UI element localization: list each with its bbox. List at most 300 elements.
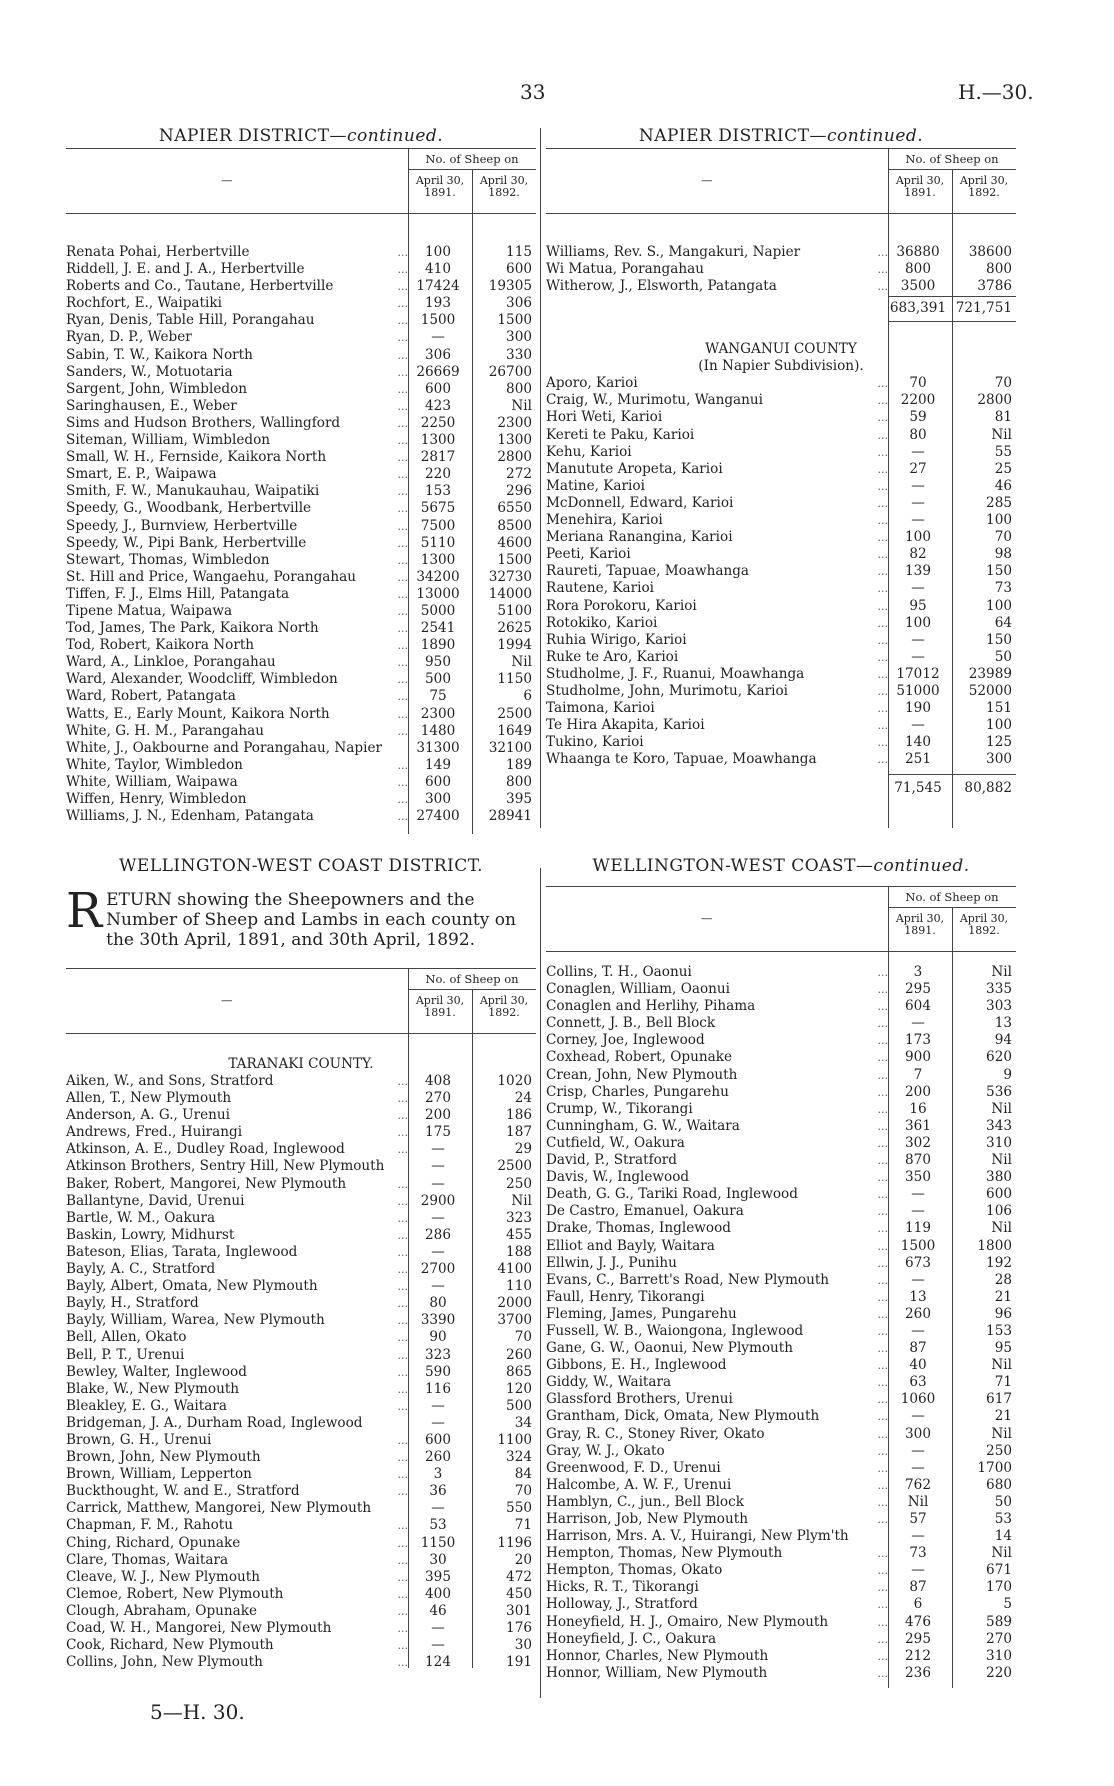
owner-name: Conaglen, William, Oaonui [546,981,730,998]
sheep-1892: 150 [986,563,1012,580]
sheep-1892: 2625 [497,620,532,637]
sheep-1892: 98 [994,546,1012,563]
sheep-1892: 343 [986,1117,1012,1134]
header-year-1891: April 30, 1891. [895,174,945,199]
leader-dots: ... [877,394,888,408]
sheep-1891: 70 [909,375,927,392]
owner-name: Speedy, W., Pipi Bank, Herbertville [66,534,307,551]
sheep-1891: 100 [905,614,931,631]
owner-name: Crump, W., Tikorangi [546,1100,693,1117]
leader-dots: ... [397,331,408,345]
leader-dots: ... [397,314,408,328]
table-row [546,1323,1016,1340]
table-row [546,375,1016,392]
leader-dots: ... [877,633,888,647]
sheep-1892: 310 [986,1134,1012,1151]
sheep-1892: 73 [994,580,1012,597]
table-row [66,1603,536,1620]
sheep-1891: 323 [425,1346,451,1363]
sheep-1891: — [911,1203,925,1220]
leader-dots: ... [397,1622,408,1635]
sheep-1892: 21 [994,1408,1012,1425]
owner-name: Te Hira Akapita, Karioi [546,717,705,734]
sheep-1892: 1500 [497,551,532,568]
owner-name: Hamblyn, C., jun., Bell Block [546,1493,744,1510]
sheep-1892: 3700 [497,1312,532,1329]
leader-dots: ... [877,1632,888,1646]
sheep-1892: 32100 [488,739,532,756]
owner-name: White, Taylor, Wimbledon [66,756,243,773]
table-header [66,968,536,1034]
owner-name: Allen, T., New Plymouth [66,1090,232,1107]
section-title: WELLINGTON-WEST COAST—continued. [592,856,970,876]
table-row [66,603,536,620]
table-row [66,1517,536,1534]
header-year-1892: April 30, 1892. [479,994,529,1019]
sheep-1892: 671 [986,1562,1012,1579]
sheep-1892: 71 [514,1517,532,1534]
sheep-1891: 870 [905,1152,931,1169]
sheep-1891: 762 [905,1476,931,1493]
table-row [546,964,1016,981]
leader-dots: ... [877,667,888,681]
sheep-1892: 21 [994,1288,1012,1305]
owner-name: Grantham, Dick, Omata, New Plymouth [546,1408,820,1425]
leader-dots: ... [397,1570,408,1584]
owner-name: White, J., Oakbourne and Porangahau, Napier [66,739,383,756]
sheep-1892: 285 [986,494,1012,511]
owner-name: Giddy, W., Waitara [546,1374,672,1391]
sheep-1892: 191 [506,1654,532,1671]
leader-dots: ... [877,1478,888,1492]
leader-dots: ... [877,1598,888,1612]
leader-dots: ... [877,650,888,664]
sheep-1891: 36 [429,1483,447,1500]
sheep-1892: 300 [506,329,532,346]
leader-dots: ... [397,622,408,636]
sheep-1891: 673 [905,1254,931,1271]
napier-left-section [66,126,536,825]
sheep-1892: 536 [986,1083,1012,1100]
leader-dots: ... [877,1495,888,1509]
sheep-1892: 125 [986,734,1012,751]
owner-name: Gibbons, E. H., Inglewood [546,1357,727,1374]
owner-name: Ellwin, J. J., Punihu [546,1254,677,1271]
leader-dots: ... [397,246,408,259]
owner-name: Rochfort, E., Waipatiki [66,295,222,312]
wellington-left-section [66,856,536,1671]
leader-dots: ... [397,1604,408,1618]
sheep-1892: Nil [991,1545,1012,1562]
table-row [66,1637,536,1654]
sheep-1891: 2300 [420,705,456,722]
owner-name: Honeyfield, H. J., Omairo, New Plymouth [546,1613,829,1630]
owner-name: Death, G. G., Tariki Road, Inglewood [546,1186,798,1203]
sheep-1891: 36880 [896,244,940,260]
leader-dots: ... [877,1256,888,1270]
leader-dots: ... [877,1085,888,1099]
table-row [66,1364,536,1381]
table-row [546,1169,1016,1186]
sheep-1891: 51000 [896,682,940,699]
sheep-1892: 1800 [977,1237,1012,1254]
sheep-1891: 13 [909,1288,927,1305]
sheep-1891: 116 [425,1380,451,1397]
sheep-1891: 149 [425,756,451,773]
sheep-1891: 17012 [896,665,940,682]
sheep-1891: — [911,717,925,734]
leader-dots: ... [397,1365,408,1379]
owner-name: Ruke te Aro, Karioi [546,648,679,665]
owner-name: Bayly, A. C., Stratford [66,1261,216,1278]
leader-dots: ... [397,1297,408,1311]
sheep-1892: 19305 [488,278,532,295]
sheep-1891: 175 [425,1124,451,1141]
owner-name: Andrews, Fred., Huirangi [66,1124,243,1141]
header-group-label: No. of Sheep on [425,152,519,166]
county-subheading: (In Napier Subdivision). [698,358,864,375]
leader-dots: ... [877,1205,888,1219]
owner-name: Sabin, T. W., Kaikora North [66,346,253,363]
leader-dots: ... [397,1639,408,1653]
sheep-1892: 14 [994,1528,1012,1545]
table-row [66,740,536,757]
sheep-1891: — [431,1620,445,1636]
table-row [66,1210,536,1227]
table-row [66,552,536,569]
table-row [66,364,536,381]
sheep-1891: 212 [905,1647,931,1664]
sheep-1892: 71 [994,1374,1012,1391]
leader-dots: ... [397,536,408,550]
table-row [66,1586,536,1603]
owner-name: Bayly, William, Warea, New Plymouth [66,1312,325,1329]
table-row [546,409,1016,426]
table-row [546,1220,1016,1237]
sheep-1891: 1890 [420,637,456,654]
leader-dots: ... [877,1461,888,1475]
sheep-1892: 2000 [497,1295,532,1312]
leader-dots: ... [877,1615,888,1629]
table-row [546,1443,1016,1460]
owner-name: Bell, Allen, Okato [66,1329,187,1346]
sheep-1892: 1100 [497,1431,532,1448]
leader-dots: ... [877,1324,888,1338]
owner-name: Ballantyne, David, Urenui [66,1192,245,1209]
sheep-1891: 193 [425,295,451,312]
header-year-1892: April 30, 1892. [959,912,1009,937]
table-row [546,1032,1016,1049]
owner-name: Hempton, Thomas, New Plymouth [546,1545,783,1562]
sheep-1891: — [431,1500,445,1517]
table-row [66,1227,536,1244]
owner-name: Cunningham, G. W., Waitara [546,1117,740,1134]
table-row [546,717,1016,734]
wellington-right-rows [546,964,1016,1682]
sheep-1892: 20 [514,1551,532,1568]
leader-dots: ... [397,810,408,824]
sheep-1891: 395 [425,1568,451,1585]
sheep-1892: 310 [986,1647,1012,1664]
leader-dots: ... [397,639,408,653]
sheep-1891: 46 [429,1602,447,1619]
leader-dots: ... [877,1290,888,1304]
leader-dots: ... [397,365,408,379]
sheep-1891: — [431,1158,445,1175]
sheep-1891: 26669 [416,363,460,380]
sheep-1892: 186 [506,1107,532,1124]
table-row [546,1186,1016,1203]
owner-name: Saringhausen, E., Weber [66,397,237,414]
owner-name: Ward, Alexander, Woodcliff, Wimbledon [66,671,338,688]
sheep-1891: 87 [909,1340,927,1357]
sheep-1892: Nil [991,964,1012,980]
table-row [66,637,536,654]
sheep-1891: 410 [425,261,451,278]
sheep-1891: 1060 [900,1391,936,1408]
sheep-1891: 260 [425,1449,451,1466]
sheep-1891: 5110 [420,534,456,551]
sheep-1892: 96 [994,1305,1012,1322]
owner-name: Anderson, A. G., Urenui [66,1107,231,1124]
owner-name: Baskin, Lowry, Midhurst [66,1226,235,1243]
leader-dots: ... [877,445,888,459]
table-row [546,1545,1016,1562]
header-year-1891: April 30, 1891. [895,912,945,937]
table-row [546,278,1016,295]
table-row [546,598,1016,615]
sheep-1891: 5675 [420,500,456,517]
leader-dots: ... [877,411,888,425]
leader-dots: ... [877,462,888,476]
owner-name: Sims and Hudson Brothers, Wallingford [66,414,341,431]
sheep-1892: 70 [994,375,1012,392]
table-row [546,683,1016,700]
sheep-1891: 190 [905,700,931,717]
sheep-1891: 251 [905,751,931,768]
owner-name: Hori Weti, Karioi [546,409,663,426]
sheep-1892: 2500 [497,1158,532,1175]
table-row [546,649,1016,666]
sheep-1892: 455 [506,1226,532,1243]
sheep-1892: 800 [506,773,532,790]
owner-name: Rautene, Karioi [546,580,654,597]
leader-dots: ... [877,496,888,510]
sheep-1891: 59 [909,409,927,426]
sheep-1891: 590 [425,1363,451,1380]
sheep-1892: 30 [514,1637,532,1654]
sheep-1892: 24 [514,1090,532,1107]
sheep-1892: 3786 [977,278,1012,295]
sheep-1892: 70 [994,529,1012,546]
owner-name: Glassford Brothers, Urenui [546,1391,733,1408]
owner-name: Aporo, Karioi [546,375,638,392]
table-row [546,666,1016,683]
sheep-1891: 300 [905,1425,931,1442]
leader-dots: ... [877,983,888,997]
napier-right-section [546,126,1016,804]
sheep-1891: 600 [425,380,451,397]
table-row [546,244,1016,261]
table-row [66,1654,536,1671]
owner-name: Siteman, William, Wimbledon [66,432,271,449]
leader-dots: ... [397,793,408,806]
sheep-1892: 115 [506,244,532,260]
header-dash: — [221,993,233,1007]
owner-name: Clough, Abraham, Opunake [66,1602,258,1619]
sheep-1891: 87 [909,1579,927,1596]
table-row [66,1569,536,1586]
sheep-1892: 324 [506,1449,532,1466]
sheep-1891: 82 [909,546,927,563]
leader-dots: ... [877,1273,888,1287]
table-row [546,1135,1016,1152]
sheep-1892: 1500 [497,312,532,329]
owner-name: Cutfield, W., Oakura [546,1134,685,1151]
leader-dots: ... [397,1451,408,1465]
sheep-1891: 950 [425,654,451,671]
table-row [66,774,536,791]
sheep-1891: 1500 [420,312,456,329]
table-row [66,671,536,688]
sheep-1892: 13 [994,1015,1012,1032]
leader-dots: ... [397,707,408,721]
section-title: NAPIER DISTRICT—continued. [638,126,924,146]
sheep-1891: 2541 [420,620,456,637]
table-row [66,723,536,740]
owner-name: Honeyfield, J. C., Oakura [546,1630,717,1647]
sheep-1892: 192 [986,1254,1012,1271]
leader-dots: ... [877,1154,888,1168]
sheep-1891: 75 [429,688,447,705]
owner-name: Kereti te Paku, Karioi [546,426,695,443]
owner-name: Bayly, H., Stratford [66,1295,199,1312]
leader-dots: ... [877,1564,888,1578]
leader-dots: ... [877,684,888,698]
owner-name: Bridgeman, J. A., Durham Road, Inglewood [66,1414,363,1431]
sheep-1891: 236 [905,1664,931,1681]
leader-dots: ... [397,553,408,567]
sheep-1891: 1300 [420,432,456,449]
leader-dots: ... [397,297,408,311]
owner-name: Roberts and Co., Tautane, Herbertville [66,278,334,295]
leader-dots: ... [397,1519,408,1533]
sheep-1892: Nil [511,1192,532,1209]
table-row [66,1381,536,1398]
table-row [66,1483,536,1500]
sheep-1891: 295 [905,981,931,998]
sheep-1892: 120 [506,1380,532,1397]
wanganui-total-1892: 80,882 [964,780,1012,797]
sheep-1892: 188 [506,1243,532,1260]
sheep-1891: — [911,580,925,597]
leader-dots: ... [397,1177,408,1191]
sheep-1891: 7500 [420,517,456,534]
sheep-1891: 80 [909,426,927,443]
owner-name: Fleming, James, Pungarehu [546,1305,737,1322]
sheep-1891: 2900 [420,1192,456,1209]
napier-total-1891: 683,391 [889,300,947,317]
leader-dots: ... [877,1239,888,1253]
owner-name: Williams, J. N., Edenham, Patangata [66,808,314,825]
leader-dots: ... [397,1263,408,1277]
sheep-1892: 64 [994,614,1012,631]
table-row [66,1552,536,1569]
owner-name: Brown, G. H., Urenui [66,1431,212,1448]
leader-dots: ... [397,1656,408,1670]
table-row [546,1528,1016,1545]
owner-name: Tiffen, F. J., Elms Hill, Patangata [66,585,290,602]
leader-dots: ... [397,1075,408,1088]
sheep-1892: 800 [506,380,532,397]
owner-name: Fussell, W. B., Waiongona, Inglewood [546,1322,804,1339]
sheep-1892: Nil [511,654,532,671]
wanganui-total-row [546,768,1016,804]
sheep-1891: — [431,1209,445,1226]
sheep-1892: 472 [506,1568,532,1585]
leader-dots: ... [397,348,408,362]
table-row [66,586,536,603]
sheep-1892: 395 [506,791,532,807]
sheep-1891: — [911,1408,925,1425]
leader-dots: ... [397,399,408,413]
leader-dots: ... [397,263,408,277]
sheep-1891: — [431,1414,445,1431]
leader-dots: ... [877,1136,888,1150]
sheep-1891: — [431,1278,445,1295]
sheep-1892: 600 [986,1186,1012,1203]
leader-dots: ... [877,1222,888,1236]
sheep-1892: 29 [514,1141,532,1158]
table-row [546,261,1016,278]
sheep-1892: Nil [991,426,1012,443]
leader-dots: ... [877,548,888,562]
table-row [546,1289,1016,1306]
leader-dots: ... [397,1553,408,1567]
owner-name: Hicks, R. T., Tikorangi [546,1579,699,1596]
owner-name: Cook, Richard, New Plymouth [66,1637,274,1654]
owner-name: Coad, W. H., Mangorei, New Plymouth [66,1620,332,1636]
owner-name: Kehu, Karioi [546,443,632,460]
table-row [546,495,1016,512]
leader-dots: ... [877,1547,888,1561]
table-row [546,444,1016,461]
table-row [546,751,1016,768]
sheep-1892: 330 [506,346,532,363]
owner-name: Drake, Thomas, Inglewood [546,1220,731,1237]
sheep-1892: 300 [986,751,1012,768]
wanganui-total-1891: 71,545 [894,780,942,797]
owner-name: Williams, Rev. S., Mangakuri, Napier [546,244,801,260]
table-row [66,415,536,432]
table-row [546,1015,1016,1032]
table-row [546,1084,1016,1101]
sheep-1891: 2817 [420,449,456,466]
sheep-1892: 272 [506,466,532,483]
owner-name: Hempton, Thomas, Okato [546,1562,723,1579]
sheep-1892: 303 [986,998,1012,1015]
leader-dots: ... [877,1119,888,1133]
sheep-1891: 2200 [900,392,936,409]
owner-name: David, P., Stratford [546,1152,677,1169]
sheep-1892: 2300 [497,414,532,431]
sheep-1891: 3500 [900,278,936,295]
leader-dots: ... [877,1068,888,1082]
owner-name: Atkinson Brothers, Sentry Hill, New Plymouth [66,1158,385,1175]
owner-name: Collins, T. H., Oaonui [546,964,692,980]
table-row [66,1466,536,1483]
owner-name: Holloway, J., Stratford [546,1596,698,1613]
